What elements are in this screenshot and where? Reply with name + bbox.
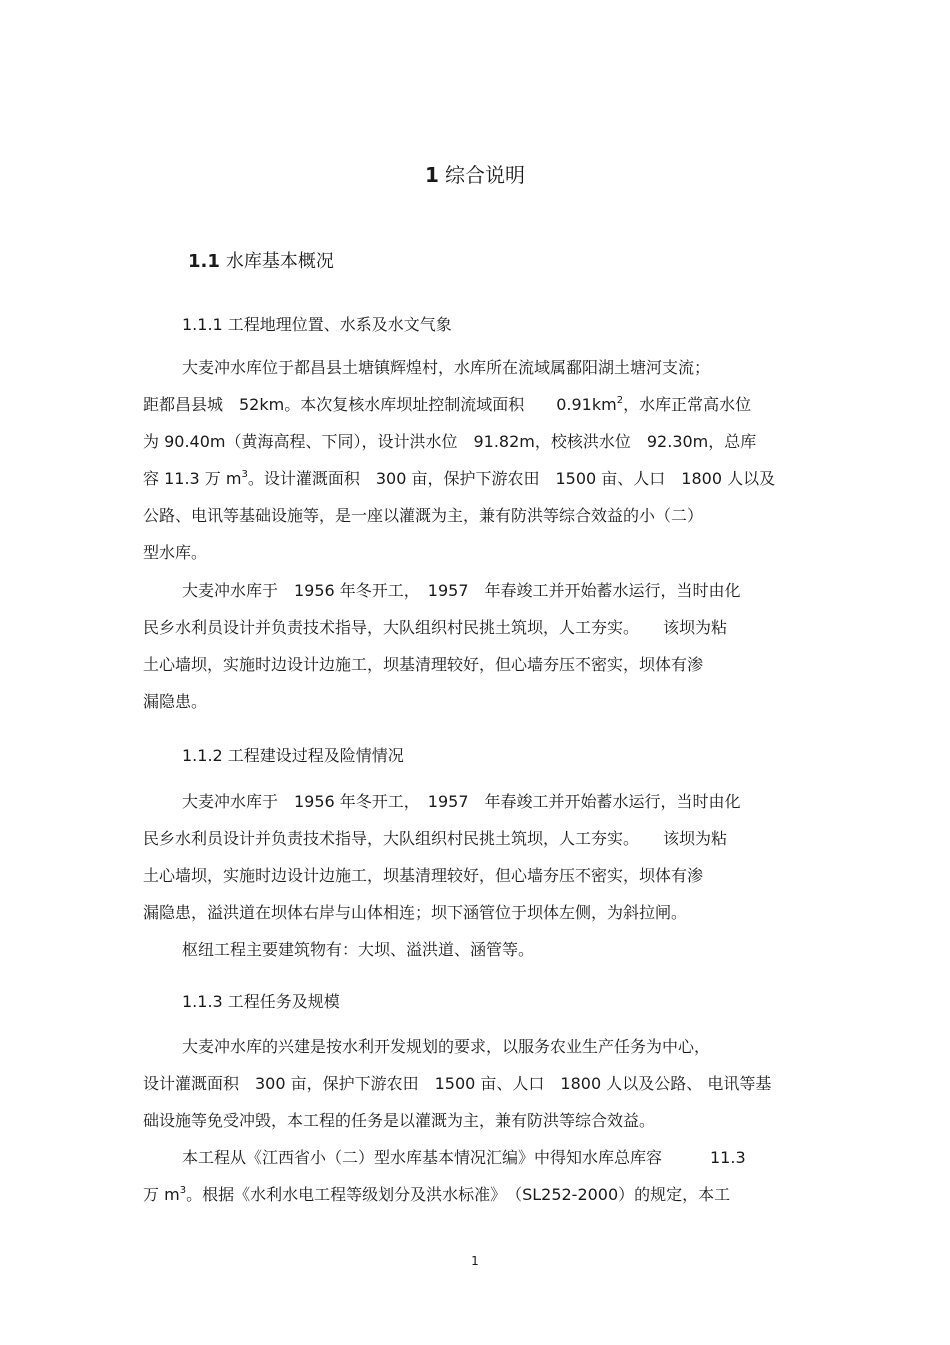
- superscript: 3: [179, 1185, 187, 1196]
- page-number: 1: [471, 1254, 479, 1268]
- text-run: 万 m: [143, 1185, 180, 1204]
- text-line: [143, 1176, 815, 1213]
- subsection-heading-1-1-2: 1.1.2 工程建设过程及险情情况: [182, 746, 404, 765]
- chapter-title: [0, 160, 950, 190]
- paragraph-construction-risk: [143, 783, 815, 968]
- text-line: 本工程从《江西省小（二）型水库基本情况汇编》中得知水库总库容 11.3: [182, 1148, 746, 1167]
- superscript: 2: [616, 395, 624, 406]
- section-number: 1.1: [188, 251, 220, 272]
- text-line: 础设施等免受冲毁，本工程的任务是以灌溉为主，兼有防洪等综合效益。: [143, 1111, 656, 1130]
- text-line: 枢纽工程主要建筑物有：大坝、溢洪道、涵管等。: [182, 940, 535, 959]
- superscript: 3: [241, 469, 248, 480]
- text-run: 距都昌县城 52km。本次复核水库坝址控制流域面积 0.91km: [143, 395, 617, 414]
- text-run: 。设计灌溉面积 300 亩，保护下游农田 1500 亩、人口 1800 人以及: [247, 469, 776, 488]
- paragraph-location: [143, 349, 815, 571]
- text-line: 大麦冲水库的兴建是按水利开发规划的要求，以服务农业生产任务为中心，: [182, 1037, 711, 1056]
- text-line: 土心墙坝，实施时边设计边施工，坝基清理较好，但心墙夯压不密实，坝体有渗: [143, 866, 704, 885]
- text-line: [143, 460, 815, 497]
- subsection-heading-1-1-1: 1.1.1 工程地理位置、水系及水文气象: [182, 315, 452, 334]
- text-line: 型水库。: [143, 543, 208, 562]
- text-line: 漏隐患，溢洪道在坝体右岸与山体相连；坝下涵管位于坝体左侧，为斜拉闸。: [143, 903, 688, 922]
- text-run: 。根据《水利水电工程等级划分及洪水标准》 （SL252-2000）的规定，本工: [186, 1185, 731, 1204]
- subsection-heading-1-1-3: 1.1.3 工程任务及规模: [182, 992, 340, 1011]
- text-line: 大麦冲水库于 1956 年冬开工， 1957 年春竣工并开始蓄水运行，当时由化: [182, 792, 741, 811]
- chapter-number: 1: [425, 163, 439, 187]
- chapter-title-text: 综合说明: [444, 163, 525, 187]
- paragraph-task-scale: [143, 1028, 815, 1213]
- paragraph-construction-history: [143, 572, 815, 720]
- text-line: 漏隐患。: [143, 692, 208, 711]
- text-line: 大麦冲水库于 1956 年冬开工， 1957 年春竣工并开始蓄水运行，当时由化: [182, 581, 741, 600]
- text-run: 容 11.3 万 m: [143, 469, 242, 488]
- text-line: 为 90.40m（黄海高程、下同），设计洪水位 91.82m，校核洪水位 92.30m，总库: [143, 432, 757, 451]
- text-line: 大麦冲水库位于都昌县土塘镇辉煌村，水库所在流域属鄱阳湖土塘河支流；: [182, 358, 711, 377]
- text-run: ，水库正常高水位: [623, 395, 752, 414]
- text-line: 土心墙坝，实施时边设计边施工，坝基清理较好，但心墙夯压不密实，坝体有渗: [143, 655, 704, 674]
- text-line: 设计灌溉面积 300 亩，保护下游农田 1500 亩、人口 1800 人以及公路、 电讯等基: [143, 1074, 772, 1093]
- text-line: 公路、电讯等基础设施等，是一座以灌溉为主，兼有防洪等综合效益的小（二）: [143, 506, 704, 525]
- section-title-text: 水库基本概况: [225, 251, 334, 272]
- section-heading: [188, 248, 334, 276]
- text-line: 民乡水利员设计并负责技术指导，大队组织村民挑土筑坝，人工夯实。 该坝为粘: [143, 618, 728, 637]
- text-line: [143, 386, 815, 423]
- text-line: 民乡水利员设计并负责技术指导，大队组织村民挑土筑坝，人工夯实。 该坝为粘: [143, 829, 728, 848]
